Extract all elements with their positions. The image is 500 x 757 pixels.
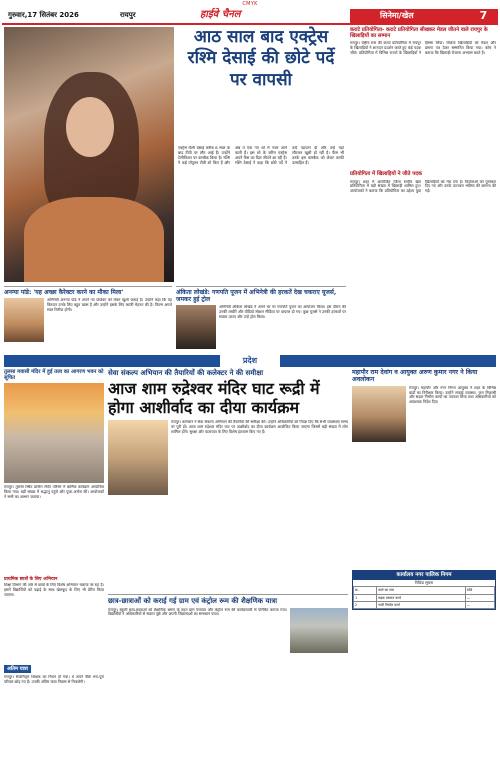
masthead: हाईवे चैनल — [200, 9, 241, 20]
table-cell: राशि — [465, 587, 494, 594]
section-band-label: प्रदेश — [220, 355, 280, 367]
mid-left-headline: अनन्या पांडे: 'यह अच्छा कैरेक्टर करने का मौका मिला' — [4, 289, 124, 296]
section-band — [4, 355, 496, 367]
lower-center-body: रायपुर। कलेक्टर ने सेवा संकल्प अभियान की तैयारियों की समीक्षा की। उन्होंने अधिकारियों को निर्देश दिए कि सभी व्यवस्थाएं समय पर पूरी हों। आज शाम रुद्रेश्वर मंदिर घाट पर आशीर्वाद का दीया कार्यक्रम आयोजित किया जाएगा जिसमें बड़ी संख्या में लोग शामिल होंगे। सुरक्षा और यातायात के लिए विशेष इंतजाम किए गए हैं। — [171, 420, 348, 434]
table-cell: कार्य का नाम — [377, 587, 466, 594]
lower-right-headline: महापौर राम देवांग व आयुक्त अरुण कुमार नगर ने किया अवलोकन — [352, 369, 478, 384]
lower-center-kicker: सेवा संकल्प अभियान की तैयारियों की कलेक्टर ने की समीक्षा — [108, 369, 264, 377]
lead-body-text: एक्ट्रेस रश्मि देसाई करीब 8 साल के बाद टीवी पर लौट आई हैं। उन्होंने टेलीविजन पर कमबैक किया है। रश्मि ने कई पॉपुलर टीवी शो किए हैं और अब वे एक नए शो में नजर आने वाली हैं। इस शो के जरिए एक्ट्रेस अपने फैंस का दिल जीतने आ रही हैं। रश्मि देसाई ने कहा कि छोटे पर्दे ने उन्हें पहचान दी और उन्हें यहां लौटकर खुशी हो रही है। फैंस भी उनके इस कमबैक को लेकर काफी उत्साहित हैं। — [178, 146, 344, 165]
mid-center-headline: अंकिता लोखंडे: गणपति पूजन में अभिनेत्री की हरकतें देख चकराए यूजर्स, जमकर हुई ट्रोल — [176, 289, 337, 304]
lower-left-subhead: प्राथमिक छात्रों के लिए अभियान — [4, 577, 58, 583]
lead-headline-box — [178, 27, 344, 143]
tender-table — [353, 586, 495, 609]
right-top-headline: कराटे प्रतियोगिता- कराटे प्रतियोगिता सीखकर मेडल जीतने वाले रायपुर के खिलाड़ियों का सम्मान — [350, 27, 488, 40]
issue-date: गुरुवार,17 सितंबर 2026 — [8, 11, 79, 19]
mid-left-body: अभिनेत्री अनन्या पांडे ने अपने नए प्रोजेक्ट को लेकर खुशी जताई है। उन्होंने कहा कि यह किरदार उनके लिए बहुत खास है और उन्होंने इसके लिए काफी मेहनत की है। फिल्म अगले साल रिलीज होगी। — [47, 298, 172, 312]
obituary-body: रायपुर। सेवानिवृत्त शिक्षक का निधन हो गया। वे अपने पीछे भरा-पूरा परिवार छोड़ गए हैं। उनकी अंतिम यात्रा निवास से निकलेगी। — [4, 675, 104, 685]
table-cell: क्र. — [354, 587, 377, 594]
tender-notice-title: कार्यालय नगर पालिक निगम — [353, 571, 495, 580]
table-cell: 2 — [354, 601, 377, 608]
photo-dress-shape — [24, 197, 164, 282]
page-header — [2, 9, 498, 23]
issue-city: रायपुर — [120, 11, 136, 19]
right-top-story — [350, 27, 496, 285]
lead-headline: आठ साल बाद एक्ट्रेस रश्मि देसाई की छोटे पर्दे पर वापसी — [187, 27, 335, 90]
lower-left-column — [4, 369, 104, 753]
lead-photo — [4, 27, 174, 282]
mid-left-photo — [4, 298, 44, 342]
lower-center-photo — [108, 420, 168, 495]
table-cell: 1 — [354, 594, 377, 601]
photo-face-shape — [66, 97, 114, 157]
lower-left-headline: तुलसा मवासी मंदिर में हुई तला का आगरण भवन को सूचित — [4, 369, 104, 382]
tender-notice — [352, 570, 496, 610]
lower-right-photo — [352, 386, 406, 442]
lead-body — [178, 146, 344, 282]
obituary-title: अतिम यात्रा — [4, 665, 31, 673]
section-name: सिनेमा/खेल — [350, 9, 482, 23]
table-cell: सड़क मरम्मत कार्य — [377, 594, 466, 601]
lower-right-body: रायपुर। महापौर और नगर निगम आयुक्त ने शहर के विभिन्न वार्डों का निरीक्षण किया। उन्होंने सफाई व्यवस्था, जल निकासी और सड़क निर्माण कार्यों का जायजा लिया तथा अधिकारियों को आवश्यक निर्देश दिए। — [409, 385, 496, 405]
table-row — [354, 594, 495, 601]
lower-center-grid — [108, 420, 348, 590]
mid-center-photo — [176, 305, 216, 349]
table-row — [354, 587, 495, 594]
mid-center-body: अभिनेत्री अंकिता लोखंडे ने अपने घर पर गणपति पूजन का आयोजन किया। इस दौरान की उनकी तस्वीरें और वीडियो सोशल मीडिया पर वायरल हो गए। कुछ यूजर्स ने उनकी हरकतों पर सवाल उठाए और उन्हें ट्रोल किया। — [219, 305, 346, 319]
lower-left-photo — [4, 383, 104, 483]
lower-center-body2: रायपुर। स्कूली छात्र-छात्राओं को शैक्षणिक भ्रमण के तहत ग्राम पंचायत और कंट्रोल रूम की कार्यप्रणाली से परिचित कराया गया। विद्यार्थियों ने अधिकारियों से सवाल पूछे और अपनी जिज्ञासाओं का समाधान पाया। — [108, 607, 287, 617]
lower-right-column — [352, 369, 496, 753]
cmyk-marker: CMYK — [242, 1, 258, 7]
mid-center-story — [176, 286, 346, 352]
right-top-body2: रायपुर। शहर में आयोजित जिला स्तरीय खेल प्रतियोगिता में बड़ी संख्या में खिलाड़ी शामिल हुए। आयोजकों ने बताया कि प्रतियोगिता का उद्देश्य युवा खिलाड़ियों को मंच देना है। विजेताओं को पुरस्कार दिए गए और उनके उज्ज्वल भविष्य की कामना की गई। — [350, 179, 496, 194]
header-rule — [2, 23, 498, 25]
lower-center-photo2 — [290, 608, 348, 653]
table-cell: नाली निर्माण कार्य — [377, 601, 466, 608]
lower-left-body: रायपुर। तुलसा स्थित प्राचीन मंदिर परिसर में धार्मिक कार्यक्रम आयोजित किया गया। बड़ी संख्या में श्रद्धालु पहुंचे और पूजा-अर्चना की। आयोजकों ने सभी का आभार जताया। — [4, 485, 104, 499]
table-row — [354, 601, 495, 608]
mid-left-story — [4, 286, 172, 352]
right-top-body: रायपुर। राष्ट्रीय स्तर की कराटे प्रतियोगिता में रायपुर के खिलाड़ियों ने शानदार प्रदर्शन करते हुए कई पदक जीते। प्रतियोगिता में विभिन्न राज्यों के खिलाड़ियों ने हिस्सा लिया। विजेता खिलाड़ियों को मेडल और प्रमाण पत्र देकर सम्मानित किया गया। कोच ने बताया कि खिलाड़ी रोजाना अभ्यास करते हैं। — [350, 41, 496, 55]
lower-center-headline: आज शाम रुद्रेश्वर मंदिर घाट रूद्री में होगा आशीर्वाद का दीया कार्यक्रम — [108, 378, 320, 417]
page-number: 7 — [469, 9, 498, 23]
lower-center-column — [108, 369, 348, 753]
table-cell: — — [465, 601, 494, 608]
lower-left-body2: शिक्षा विभाग की ओर से छात्रों के लिए विशेष अभियान चलाया जा रहा है। इसमें विद्यार्थियों को पढ़ाई के साथ खेलकूद के लिए भी प्रेरित किया जाएगा। — [4, 583, 104, 597]
table-cell: — — [465, 594, 494, 601]
tender-notice-subtitle: निविदा सूचना — [414, 579, 434, 585]
right-top-subhead: प्रतियोगिता में खिलाड़ियों ने जीते पदक — [350, 171, 422, 178]
lower-center-headline2: छात्र-छात्राओं को कराई गई ग्राम एवं कंट्रोल रूम की शैक्षणिक यात्रा — [108, 594, 348, 605]
